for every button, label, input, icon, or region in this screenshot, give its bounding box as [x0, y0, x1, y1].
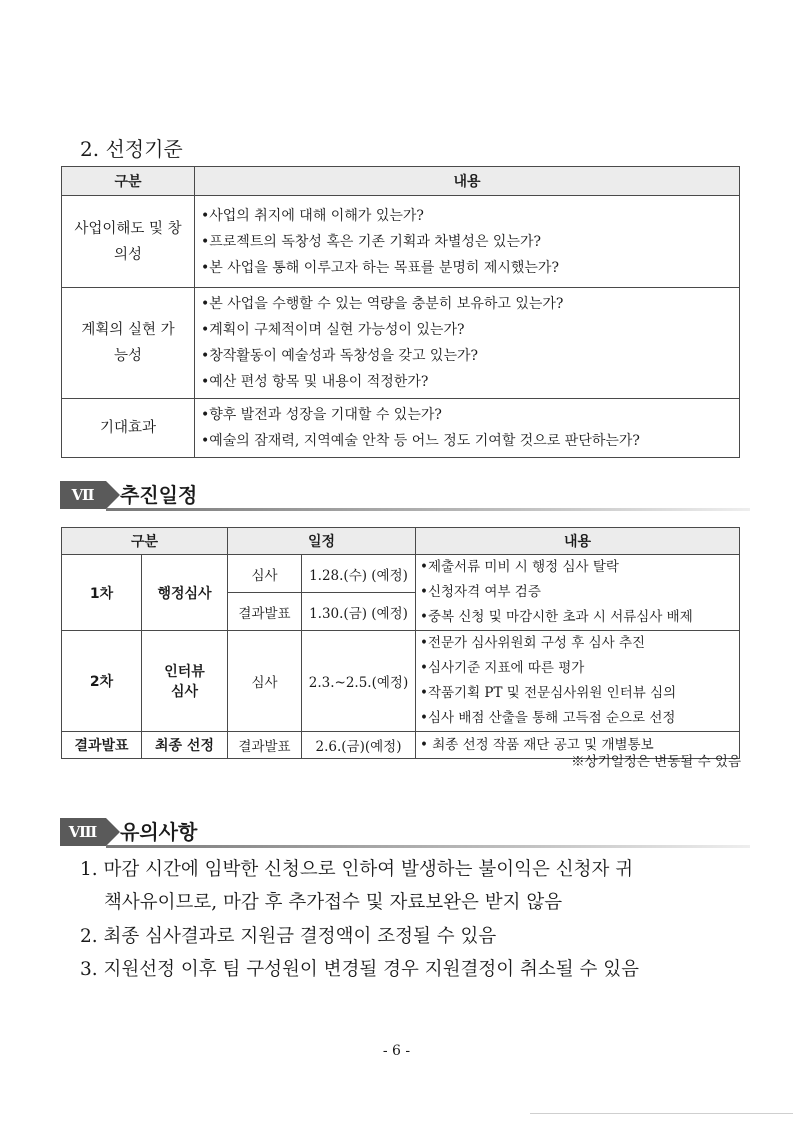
schedule-table: [61, 527, 740, 759]
schedule-content-line: •심사 배점 산출을 통해 고득점 순으로 선정: [420, 710, 676, 726]
criteria-category-label: 계획의 실현 가능성: [81, 322, 175, 364]
criteria-items: [195, 196, 740, 288]
schedule-content-line: •중복 신청 및 마감시한 초과 시 서류심사 배제: [420, 609, 693, 625]
section-7-title: 추진일정: [120, 483, 198, 507]
criteria-item: •창작활동이 예술성과 독창성을 갖고 있는가?: [201, 348, 478, 364]
schedule-content-line: •전문가 심사위원회 구성 후 심사 추진: [420, 635, 646, 651]
criteria-category-label: 사업이해도 및 창의성: [74, 220, 182, 263]
schedule-type: 심사: [228, 555, 302, 593]
criteria-header-category: 구분: [62, 167, 195, 196]
section-8-rule: [106, 845, 750, 848]
page-number: - 6 -: [382, 1043, 411, 1059]
notice-item: 1. 마감 시간에 임박한 신청으로 인하여 발생하는 불이익은 신청자 귀: [80, 859, 634, 880]
schedule-date: 1.30.(금) (예정): [302, 593, 416, 631]
schedule-header-date: 일정: [228, 528, 416, 555]
criteria-category: [62, 196, 195, 288]
stage-label-line: 심사: [170, 684, 199, 700]
criteria-items: [195, 399, 740, 458]
criteria-row: [62, 196, 740, 288]
criteria-item: •본 사업을 수행할 수 있는 역량을 충분히 보유하고 있는가?: [201, 296, 564, 312]
criteria-items: [195, 288, 740, 399]
schedule-content-line: •제출서류 미비 시 행정 심사 탈락: [420, 559, 619, 575]
criteria-row: [62, 288, 740, 399]
schedule-row: [62, 555, 740, 593]
criteria-row: [62, 399, 740, 458]
schedule-content-line: • 최종 선정 작품 재단 공고 및 개별통보: [420, 736, 654, 753]
stage-label: 최종 선정: [142, 732, 228, 759]
section-7-rule: [106, 508, 750, 511]
criteria-item: •사업의 취지에 대해 이해가 있는가?: [201, 207, 424, 224]
round-label: 1차: [62, 555, 142, 631]
schedule-content: [416, 631, 740, 732]
round-label: 2차: [62, 631, 142, 732]
notice-item: 3. 지원선정 이후 팀 구성원이 변경될 경우 지원결정이 취소될 수 있음: [80, 959, 639, 980]
schedule-date: 2.3.~2.5.(예정): [302, 631, 416, 732]
schedule-content-line: •작품기획 PT 및 전문심사위원 인터뷰 심의: [420, 685, 677, 701]
criteria-heading: 2. 선정기준: [80, 137, 183, 161]
schedule-row: [62, 631, 740, 732]
criteria-item: •예산 편성 항목 및 내용이 적정한가?: [201, 374, 429, 390]
section-8-title: 유의사항: [120, 820, 198, 844]
criteria-header-row: [62, 167, 740, 196]
criteria-category: [62, 288, 195, 399]
section-7-numeral: Ⅶ: [60, 481, 106, 509]
round-label: 결과발표: [62, 732, 142, 759]
criteria-item: •프로젝트의 독창성 혹은 기존 기획과 차별성은 있는가?: [201, 233, 541, 250]
section-8-numeral: Ⅷ: [60, 818, 106, 846]
schedule-content: [416, 555, 740, 631]
criteria-category: 기대효과: [62, 399, 195, 458]
schedule-header-category: 구분: [62, 528, 228, 555]
stage-label: 행정심사: [142, 555, 228, 631]
schedule-date: 1.28.(수) (예정): [302, 555, 416, 593]
schedule-type: 결과발표: [228, 593, 302, 631]
schedule-type: 심사: [228, 631, 302, 732]
criteria-table: [61, 166, 740, 458]
notice-item: 2. 최종 심사결과로 지원금 결정액이 조정될 수 있음: [80, 926, 497, 947]
criteria-item: •예술의 잠재력, 지역예술 안착 등 어느 정도 기여할 것으로 판단하는가?: [201, 433, 640, 449]
schedule-header-row: [62, 528, 740, 555]
criteria-item: •계획이 구체적이며 실현 가능성이 있는가?: [201, 322, 465, 338]
schedule-date: 2.6.(금)(예정): [302, 732, 416, 759]
section-8-header: [60, 818, 750, 846]
schedule-content-line: •심사기준 지표에 따른 평가: [420, 660, 585, 676]
section-7-header: [60, 481, 750, 509]
criteria-item: •본 사업을 통해 이루고자 하는 목표를 분명히 제시했는가?: [201, 259, 559, 276]
bottom-divider: [530, 1113, 793, 1114]
schedule-note: ※상기일정은 변동될 수 있음: [571, 754, 741, 770]
stage-label: [142, 631, 228, 732]
schedule-content-line: •신청자격 여부 검증: [420, 584, 541, 600]
stage-label-line: 인터뷰: [164, 664, 205, 680]
criteria-item: •향후 발전과 성장을 기대할 수 있는가?: [201, 407, 442, 423]
criteria-header-content: 내용: [195, 167, 740, 196]
schedule-type: 결과발표: [228, 732, 302, 759]
schedule-header-content: 내용: [416, 528, 740, 555]
notice-item-continued: 책사유이므로, 마감 후 추가접수 및 자료보완은 받지 않음: [104, 892, 563, 913]
